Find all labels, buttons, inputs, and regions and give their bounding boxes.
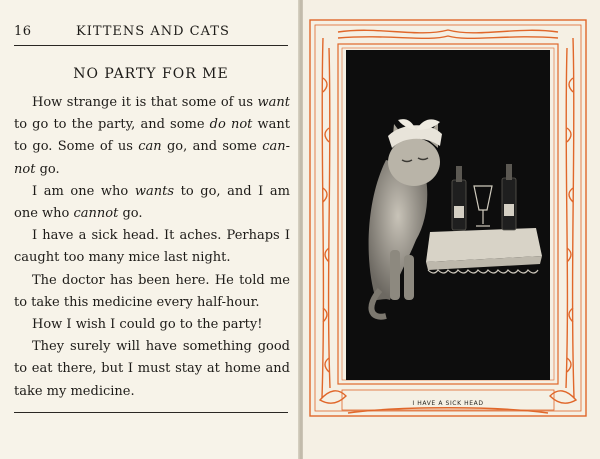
story-paragraph: They surely will have something good to eat there, but I must stay at home and take my medicine. <box>14 339 290 399</box>
story-paragraph: The doctor has been here. He told me to take this medicine every half-hour. <box>14 272 290 310</box>
story-paragraph: I am one who wants to go, and I am one who cannot go. <box>14 183 290 222</box>
story-paragraph: I have a sick head. It aches. Perhaps I caught too many mice last night. <box>14 228 290 266</box>
header-rule <box>14 45 288 46</box>
story-paragraph: How strange it is that some of us want to go to the party, and some do not want to go. Some of us can go, and some can-not go. <box>14 95 291 177</box>
running-head: KITTENS AND CATS <box>76 24 230 39</box>
page-header <box>14 24 288 44</box>
page-number: 16 <box>14 24 32 39</box>
illustration-caption: I HAVE A SICK HEAD <box>412 400 484 407</box>
cat-photo-graphic <box>346 50 550 380</box>
chapter-title: NO PARTY FOR ME <box>73 66 229 82</box>
story-text <box>14 92 290 403</box>
footer-rule <box>14 412 288 413</box>
story-paragraph: How I wish I could go to the party! <box>32 317 263 333</box>
photograph <box>346 50 550 380</box>
